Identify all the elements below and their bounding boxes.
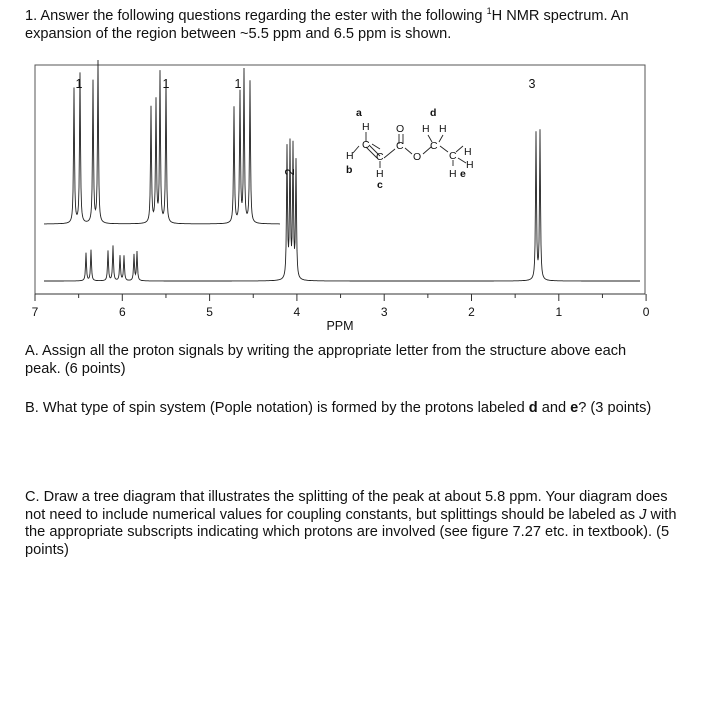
integral-label: 3	[528, 77, 536, 91]
label-e-ref: e	[570, 400, 579, 416]
axis-ticks	[35, 294, 646, 301]
tick-label: 2	[468, 305, 475, 319]
atom-h: H	[439, 123, 447, 135]
axis-tick-labels	[32, 305, 650, 319]
tick-label: 3	[380, 305, 388, 319]
part-b-points: ? (3 points)	[578, 400, 652, 416]
integral-label: 2	[283, 168, 297, 176]
atom-h: H	[449, 168, 457, 180]
atom-c: C	[362, 139, 370, 151]
integral-label: 1	[162, 77, 170, 91]
tick-label: 7	[31, 305, 39, 319]
tick-label: 0	[642, 305, 650, 319]
atom-h: H	[466, 159, 474, 171]
integral-label: 1	[234, 77, 242, 91]
atom-c: C	[376, 151, 384, 163]
part-c-text-end: with the appropriate subscripts indicating which protons are involved (see figure 7.27 etc. in textbook). (5 points)	[25, 506, 677, 558]
question-intro	[25, 8, 685, 43]
label-d: d	[430, 107, 437, 119]
integral-label: 1	[75, 77, 83, 91]
part-a-text: A. Assign all the proton signals by writing the appropriate letter from the structure above each peak. (6 points)	[25, 343, 627, 377]
tick-label: 6	[118, 305, 126, 319]
atom-h: H	[362, 121, 370, 133]
label-c: c	[377, 179, 383, 191]
main-spectrum-trace	[44, 129, 640, 281]
part-b-text: B. What type of spin system (Pople notation) is formed by the protons labeled	[25, 400, 529, 416]
tick-label: 1	[555, 305, 563, 319]
superscript-1: 1	[486, 6, 492, 16]
atom-o: O	[413, 151, 422, 163]
part-c	[25, 489, 685, 559]
atom-h: H	[376, 168, 384, 180]
label-b: b	[346, 164, 353, 176]
atom-h: H	[346, 150, 354, 162]
atom-o: O	[396, 123, 405, 135]
atom-c: C	[449, 150, 457, 162]
label-a: a	[356, 107, 362, 119]
tick-label: 4	[293, 305, 301, 319]
tick-label: 5	[206, 305, 213, 319]
part-b-and: and	[537, 400, 571, 416]
nmr-spectrum	[0, 60, 701, 335]
atom-h: H	[464, 146, 472, 158]
atom-c: C	[430, 140, 438, 152]
coupling-j: J	[639, 506, 647, 523]
part-c-text: C. Draw a tree diagram that illustrates the splitting of the peak at about 5.8 ppm. Your diagram does not need to include numerical values for coupling constants, but splittings should be labeled as	[25, 489, 668, 523]
part-b	[25, 400, 675, 418]
question-intro-text-end: H NMR spectrum. An expansion of the region between ~5.5 ppm and 6.5 ppm is shown.	[25, 8, 629, 42]
atom-c: C	[396, 140, 404, 152]
question-number: 1.	[25, 8, 38, 24]
spectrum-frame	[35, 65, 645, 294]
ester-structure	[346, 107, 474, 191]
label-d-ref: d	[528, 400, 538, 416]
axis-label: PPM	[326, 319, 354, 333]
atom-h: H	[422, 123, 430, 135]
part-a	[25, 343, 665, 378]
label-e: e	[460, 168, 466, 180]
question-intro-text: Answer the following questions regarding the ester with the following	[40, 8, 487, 24]
